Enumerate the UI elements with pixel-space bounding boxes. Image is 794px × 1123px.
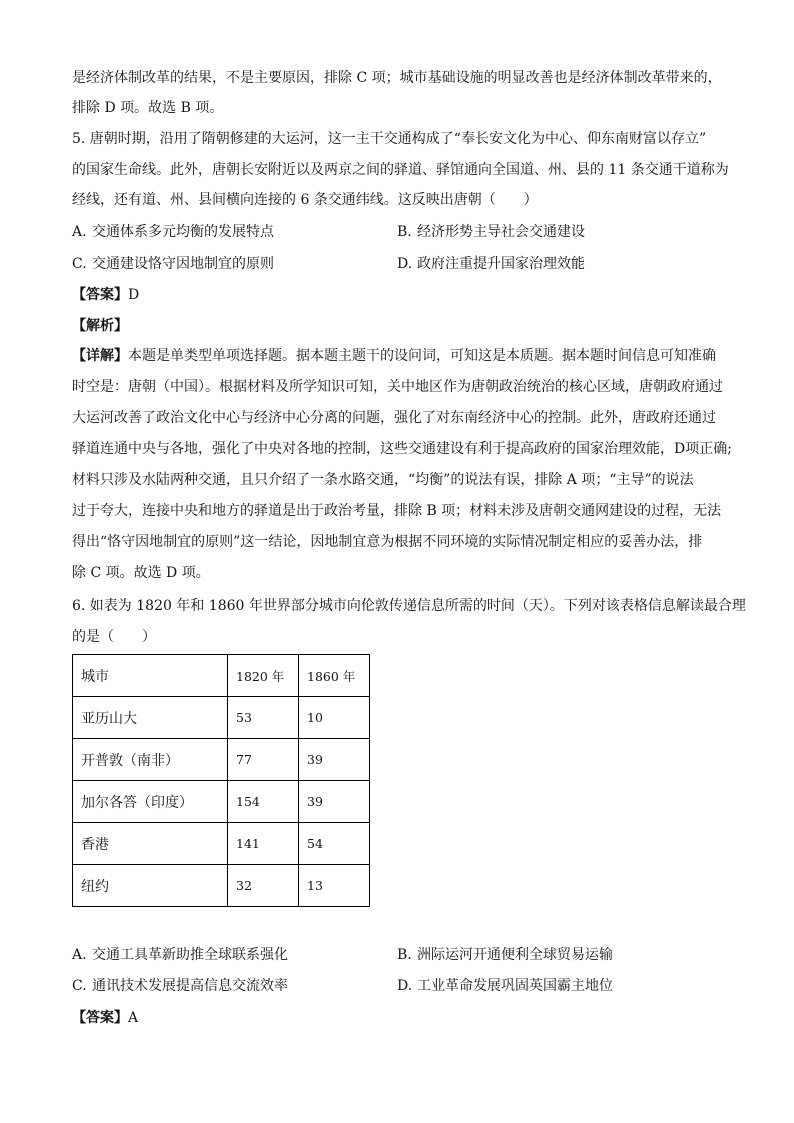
detail-text: 本题是单类型单项选择题。据本题主题干的设问词，可知这是本质题。据本题时间信息可知准确 xyxy=(128,348,716,364)
q6-stem-line: 6. 如表为 1820 年和 1860 年世界部分城市向伦敦传递信息所需的时间（天）。下列对该表格信息解读最合理 xyxy=(72,598,746,614)
continuation-line: 排除 D 项。故选 B 项。 xyxy=(72,100,224,116)
table-cell-city: 亚历山大 xyxy=(73,697,228,739)
table-row xyxy=(73,823,370,865)
table-cell-1820: 154 xyxy=(228,781,299,823)
q5-stem-line: 的国家生命线。此外，唐朝长安附近以及两京之间的驿道、驿馆通向全国道、州、县的 11 条交通干道称为 xyxy=(72,162,729,178)
option-text: 政府注重提升国家治理效能 xyxy=(417,256,585,272)
option-label: A. xyxy=(72,947,87,963)
q5-stem-line: 5. 唐朝时期，沿用了隋朝修建的大运河，这一主干交通构成了“奉长安文化为中心、仰东南财富以存立” xyxy=(72,131,707,147)
q5-stem-line: 经线，还有道、州、县间横向连接的 6 条交通纬线。这反映出唐朝（ ） xyxy=(72,192,538,208)
q5-analysis-heading xyxy=(72,317,128,335)
table-cell-1820: 53 xyxy=(228,697,299,739)
table-cell-1860: 39 xyxy=(299,781,370,823)
table-row xyxy=(73,781,370,823)
q5-option-c xyxy=(72,255,274,273)
detail-label: 【详解】 xyxy=(72,348,128,364)
q6-option-c xyxy=(72,977,288,995)
table-header-cell: 1820 年 xyxy=(228,655,299,697)
table-cell-1820: 77 xyxy=(228,739,299,781)
q5-detail-line: 时空是：唐朝（中国）。根据材料及所学知识可知，关中地区作为唐朝政治统治的核心区域，唐朝政府通过 xyxy=(72,379,723,395)
table-cell-city: 纽约 xyxy=(73,865,228,907)
q5-detail-line xyxy=(72,347,716,365)
q5-option-d xyxy=(397,255,585,273)
table-cell-city: 加尔各答（印度） xyxy=(73,781,228,823)
option-label: A. xyxy=(72,224,87,240)
q6-data-table xyxy=(72,654,370,907)
table-cell-1820: 32 xyxy=(228,865,299,907)
option-label: D. xyxy=(397,256,413,272)
q6-stem-line: 的是（ ） xyxy=(72,629,156,645)
table-cell-city: 开普敦（南非） xyxy=(73,739,228,781)
analysis-label: 【解析】 xyxy=(72,318,128,334)
q6-option-a xyxy=(72,946,288,964)
table-row xyxy=(73,739,370,781)
table-cell-1820: 141 xyxy=(228,823,299,865)
q5-option-a xyxy=(72,223,274,241)
table-cell-1860: 39 xyxy=(299,739,370,781)
table-cell-1860: 13 xyxy=(299,865,370,907)
q5-detail-line: 过于夸大，连接中央和地方的驿道是出于政治考量，排除 B 项；材料未涉及唐朝交通网建设的过程，无法 xyxy=(72,503,722,519)
table-cell-1860: 10 xyxy=(299,697,370,739)
table-header-row xyxy=(73,655,370,697)
q5-option-b xyxy=(397,223,585,241)
option-label: B. xyxy=(397,224,412,240)
option-text: 经济形势主导社会交通建设 xyxy=(417,224,585,240)
option-text: 工业革命发展巩固英国霸主地位 xyxy=(417,978,613,994)
option-text: 交通建设恪守因地制宜的原则 xyxy=(92,256,274,272)
option-label: C. xyxy=(72,978,87,994)
table-row xyxy=(73,865,370,907)
table-row xyxy=(73,697,370,739)
q6-answer xyxy=(72,1009,138,1027)
answer-value: D xyxy=(128,287,140,303)
option-label: D. xyxy=(397,978,413,994)
q5-detail-line: 材料只涉及水陆两种交通，且只介绍了一条水路交通，“均衡”的说法有误，排除 A 项；“主导”的说法 xyxy=(72,472,694,488)
q5-detail-line: 驿道连通中央与各地，强化了中央对各地的控制，这些交通建设有利于提高政府的国家治理效能，D项正确; xyxy=(72,441,732,457)
table-cell-city: 香港 xyxy=(73,823,228,865)
continuation-line: 是经济体制改革的结果，不是主要原因，排除 C 项；城市基础设施的明显改善也是经济体制改革带来的， xyxy=(72,70,722,86)
table-header-cell: 城市 xyxy=(73,655,228,697)
answer-value: A xyxy=(128,1010,139,1026)
answer-label: 【答案】 xyxy=(72,1010,128,1026)
q5-detail-line: 大运河改善了政治文化中心与经济中心分离的问题，强化了对东南经济中心的控制。此外，唐政府还通过 xyxy=(72,410,716,426)
q5-detail-line: 除 C 项。故选 D 项。 xyxy=(72,565,210,581)
q6-option-b xyxy=(397,946,613,964)
option-text: 交通体系多元均衡的发展特点 xyxy=(92,224,274,240)
option-text: 交通工具革新助推全球联系强化 xyxy=(92,947,288,963)
table-cell-1860: 54 xyxy=(299,823,370,865)
q5-answer xyxy=(72,286,139,304)
option-label: C. xyxy=(72,256,87,272)
q6-option-d xyxy=(397,977,613,995)
q5-detail-line: 得出“恪守因地制宜的原则”这一结论，因地制宜意为根据不同环境的实际情况制定相应的妥善办法，排 xyxy=(72,534,703,550)
option-label: B. xyxy=(397,947,412,963)
option-text: 通讯技术发展提高信息交流效率 xyxy=(92,978,288,994)
option-text: 洲际运河开通便利全球贸易运输 xyxy=(417,947,613,963)
answer-label: 【答案】 xyxy=(72,287,128,303)
table-header-cell: 1860 年 xyxy=(299,655,370,697)
